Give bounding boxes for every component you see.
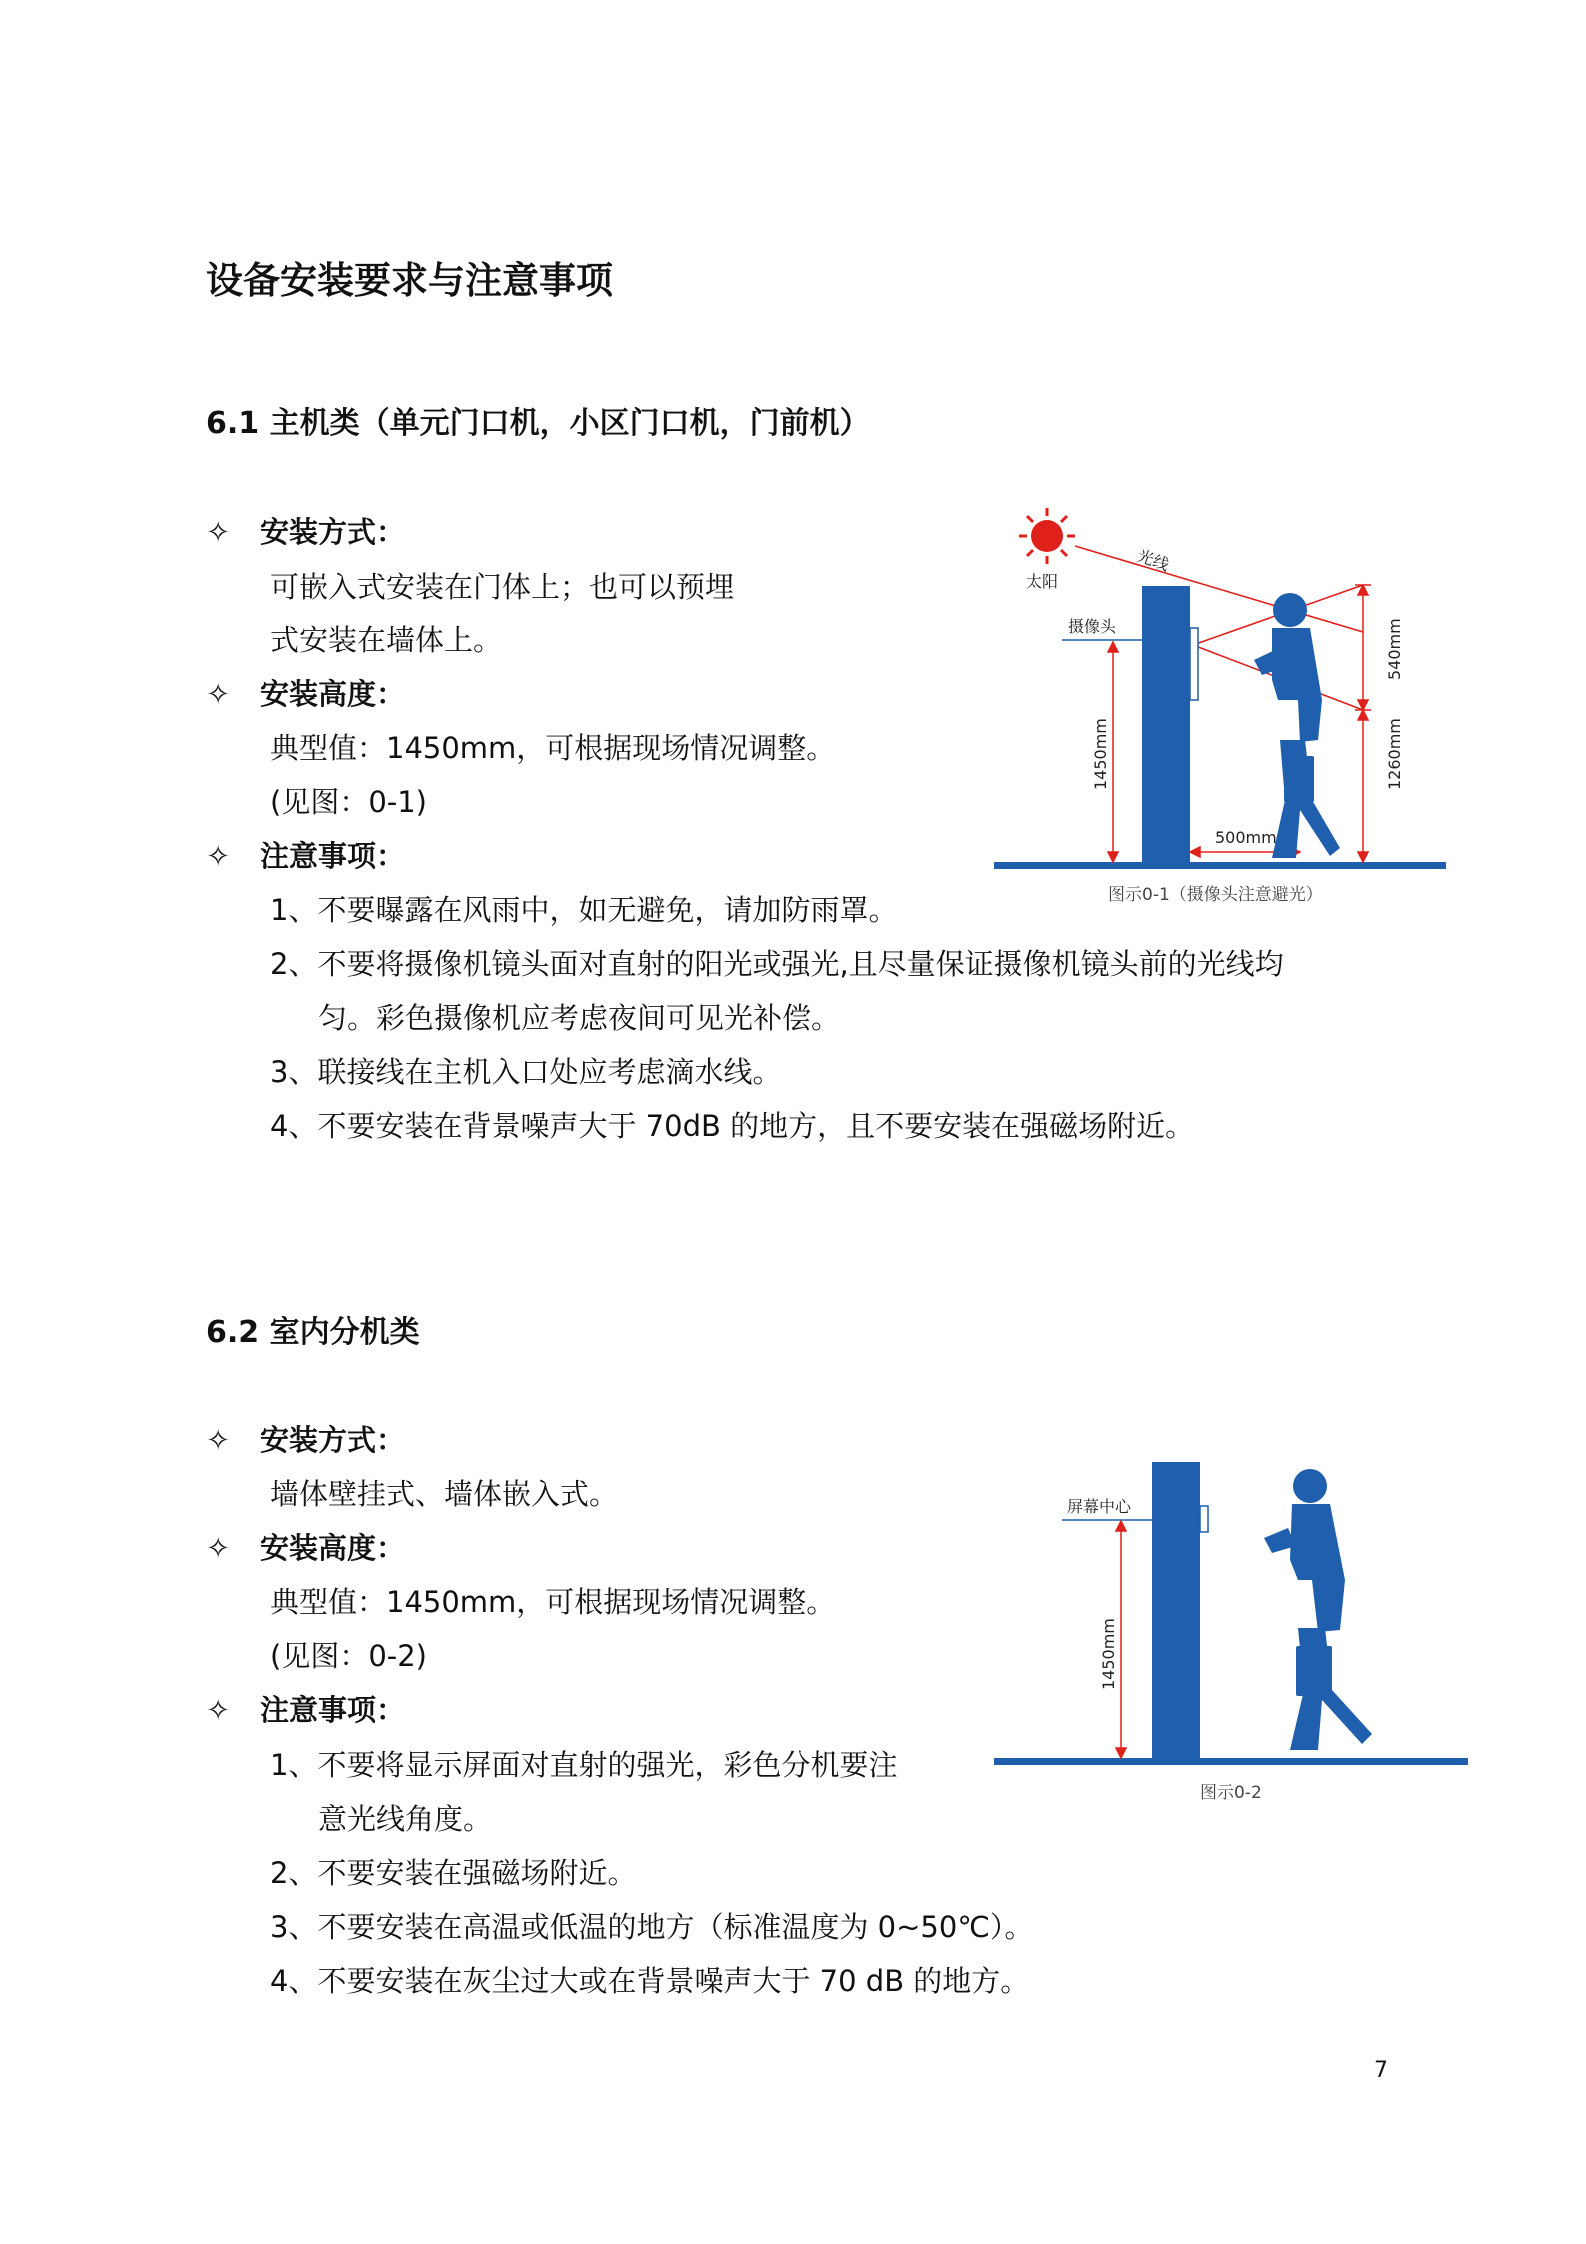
star-bullet-icon: ✧ (206, 1423, 231, 1457)
light-label: 光线 (1135, 545, 1172, 575)
screen-center-label: 屏幕中心 (1067, 1497, 1132, 1516)
height-label-540: 540mm (1385, 618, 1404, 680)
method-line: 可嵌入式安装在门体上；也可以预埋 (270, 570, 735, 604)
height-line: (见图：0-1) (270, 785, 427, 819)
note-item: 4、不要安装在灰尘过大或在背景噪声大于 70 dB 的地方。 (270, 1964, 1030, 1998)
height-line: 典型值：1450mm，可根据现场情况调整。 (270, 1585, 836, 1619)
height-label-1260: 1260mm (1385, 718, 1404, 790)
figure-0-1 (990, 500, 1460, 920)
ground-line (994, 862, 1446, 869)
page-title: 设备安装要求与注意事项 (206, 259, 613, 302)
star-bullet-icon: ✧ (206, 1693, 231, 1727)
note-item: 3、不要安装在高温或低温的地方（标准温度为 0~50℃）。 (270, 1910, 1034, 1944)
sun-label: 太阳 (1026, 572, 1059, 591)
note-item: 2、不要将摄像机镜头面对直射的阳光或强光,且尽量保证摄像机镜头前的光线均 (270, 947, 1284, 981)
wall (1152, 1462, 1200, 1762)
height-dimension-right (1355, 585, 1371, 862)
bullet-label: 注意事项： (260, 839, 406, 873)
distance-label-500: 500mm (1215, 828, 1277, 847)
note-item-continued: 意光线角度。 (318, 1802, 493, 1836)
note-item: 4、不要安装在背景噪声大于 70dB 的地方，且不要安装在强磁场附近。 (270, 1109, 1195, 1143)
monitor-device (1200, 1506, 1208, 1532)
note-item: 3、联接线在主机入口处应考虑滴水线。 (270, 1055, 782, 1089)
bullet-label: 安装高度： (260, 677, 406, 711)
section-heading-6-1: 6.1 主机类（单元门口机，小区门口机，门前机） (206, 406, 870, 441)
bullet-label: 安装高度： (260, 1531, 406, 1565)
sun-icon (1019, 508, 1075, 564)
note-item: 1、不要将显示屏面对直射的强光，彩色分机要注 (270, 1748, 898, 1782)
person-silhouette (1254, 593, 1340, 858)
star-bullet-icon: ✧ (206, 515, 231, 549)
camera-label: 摄像头 (1068, 617, 1117, 636)
page-number: 7 (1374, 2058, 1388, 2083)
bullet-notes (206, 834, 405, 875)
figure-caption-0-1: 图示0-1（摄像头注意避光） (1108, 885, 1323, 905)
ground-line (994, 1758, 1468, 1765)
height-line: 典型值：1450mm，可根据现场情况调整。 (270, 731, 836, 765)
camera-device (1190, 628, 1198, 700)
person-silhouette (1264, 1469, 1372, 1750)
method-line: 墙体壁挂式、墙体嵌入式。 (270, 1477, 619, 1511)
figure-caption-0-2: 图示0-2 (1200, 1783, 1262, 1803)
height-line: (见图：0-2) (270, 1639, 427, 1673)
star-bullet-icon: ✧ (206, 839, 231, 873)
bullet-install-method (206, 510, 405, 551)
bullet-label: 安装方式： (260, 1423, 406, 1457)
star-bullet-icon: ✧ (206, 1531, 231, 1565)
bullet-install-method (206, 1418, 405, 1459)
star-bullet-icon: ✧ (206, 677, 231, 711)
wall (1142, 586, 1190, 864)
height-label-1450: 1450mm (1091, 718, 1110, 790)
method-line: 式安装在墙体上。 (270, 623, 503, 657)
note-item: 1、不要曝露在风雨中，如无避免，请加防雨罩。 (270, 893, 898, 927)
note-item: 2、不要安装在强磁场附近。 (270, 1856, 637, 1890)
bullet-label: 安装方式： (260, 515, 406, 549)
bullet-install-height (206, 1526, 405, 1567)
bullet-label: 注意事项： (260, 1693, 406, 1727)
section-heading-6-2: 6.2 室内分机类 (206, 1315, 420, 1350)
light-rays (1075, 546, 1363, 710)
bullet-notes (206, 1688, 405, 1729)
figure-0-2 (990, 1450, 1480, 1810)
height-label-1450: 1450mm (1099, 1618, 1118, 1690)
note-item-continued: 匀。彩色摄像机应考虑夜间可见光补偿。 (318, 1001, 841, 1035)
bullet-install-height (206, 672, 405, 713)
